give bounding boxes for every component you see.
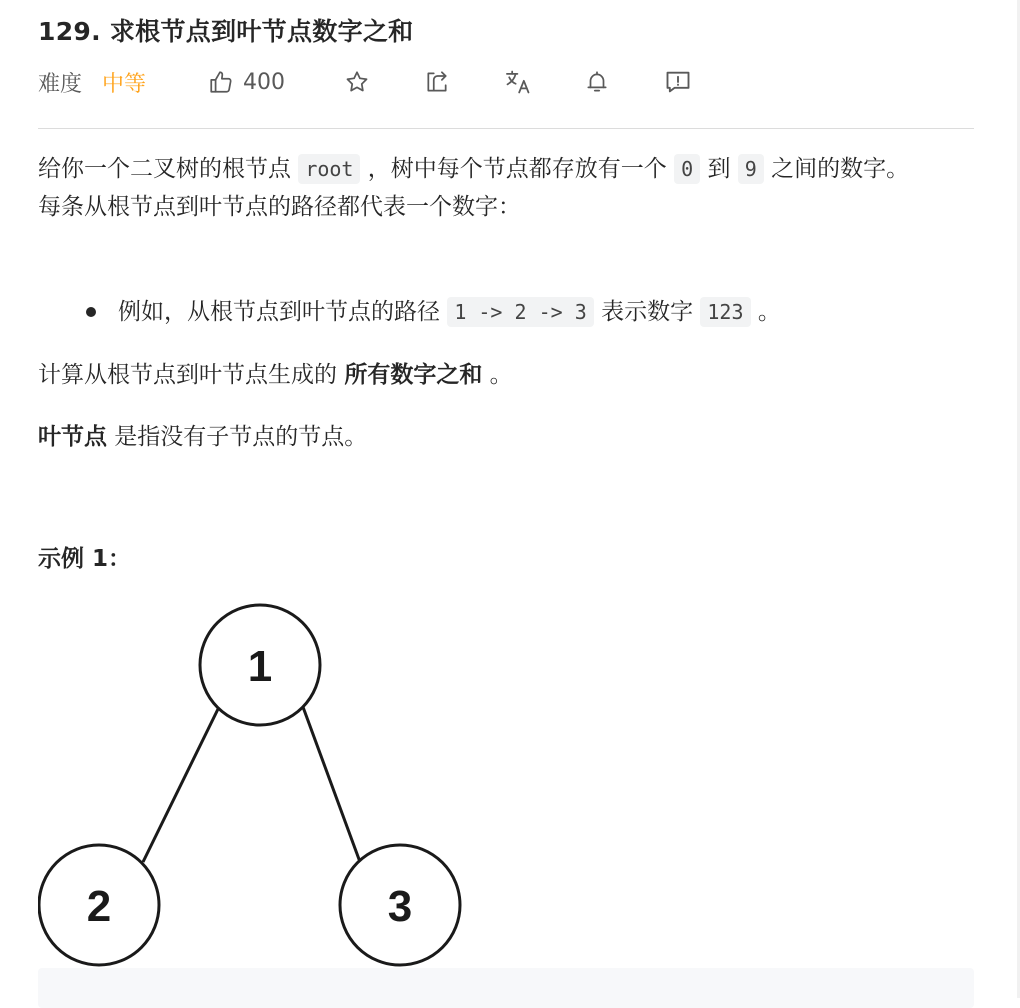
tree-node-left-label: 2 [86, 882, 112, 931]
text-segment: 是指没有子节点的节点。 [107, 424, 368, 450]
text-segment: 给你一个二叉树的根节点 [38, 156, 299, 182]
thumb-up-icon [208, 69, 234, 95]
description-paragraph-4 [38, 418, 367, 456]
share-button[interactable] [424, 64, 450, 100]
text-segment: ，树中每个节点都存放有一个 [360, 156, 675, 182]
star-icon [344, 69, 370, 95]
description-paragraph-1 [38, 150, 974, 188]
notify-button[interactable] [584, 64, 610, 100]
feedback-button[interactable] [664, 64, 692, 100]
example-title: 示例 1： [38, 546, 132, 572]
text-segment: 之间的数字。 [763, 156, 910, 182]
code-path: 1 -> 2 -> 3 [447, 297, 593, 327]
favorite-button[interactable] [344, 64, 370, 100]
bold-sum: 所有数字之和 [344, 362, 483, 388]
code-zero: 0 [674, 154, 700, 184]
bell-icon [584, 69, 610, 95]
code-number: 123 [700, 297, 750, 327]
text-segment: 例如，从根节点到叶节点的路径 [118, 299, 448, 325]
text-segment: 到 [700, 156, 738, 182]
problem-description [38, 150, 974, 226]
example-tree-diagram [38, 600, 468, 972]
code-nine: 9 [738, 154, 764, 184]
tree-node-root [200, 605, 320, 725]
text-segment: 表示数字 [593, 299, 701, 325]
tree-node-root-label: 1 [247, 642, 273, 691]
difficulty [38, 64, 146, 100]
tree-node-right [340, 845, 460, 965]
description-paragraph-2: 每条从根节点到叶节点的路径都代表一个数字： [38, 194, 521, 220]
problem-page [38, 0, 974, 998]
bold-leaf: 叶节点 [38, 424, 107, 450]
like-button[interactable] [208, 64, 285, 100]
tree-edge-left [143, 707, 219, 862]
problem-title: 129. 求根节点到叶节点数字之和 [38, 17, 414, 46]
text-segment: 计算从根节点到叶节点生成的 [38, 362, 345, 388]
description-paragraph-3 [38, 356, 513, 394]
tree-edge-right [303, 707, 360, 862]
header-divider [38, 128, 974, 129]
tree-node-right-label: 3 [387, 882, 413, 931]
share-icon [424, 69, 450, 95]
problem-meta-bar [38, 64, 974, 100]
translate-button[interactable] [504, 64, 532, 100]
like-count: 400 [243, 69, 285, 95]
example-bullet-list [86, 293, 781, 331]
code-root: root [298, 154, 360, 184]
feedback-icon [664, 68, 692, 96]
translate-icon [504, 68, 532, 96]
tree-node-left [39, 845, 159, 965]
example-code-block [38, 968, 974, 1008]
text-segment: 。 [750, 299, 781, 325]
list-item [86, 293, 781, 331]
difficulty-value: 中等 [102, 71, 147, 97]
difficulty-label: 难度 [38, 71, 83, 97]
text-segment: 。 [482, 362, 513, 388]
